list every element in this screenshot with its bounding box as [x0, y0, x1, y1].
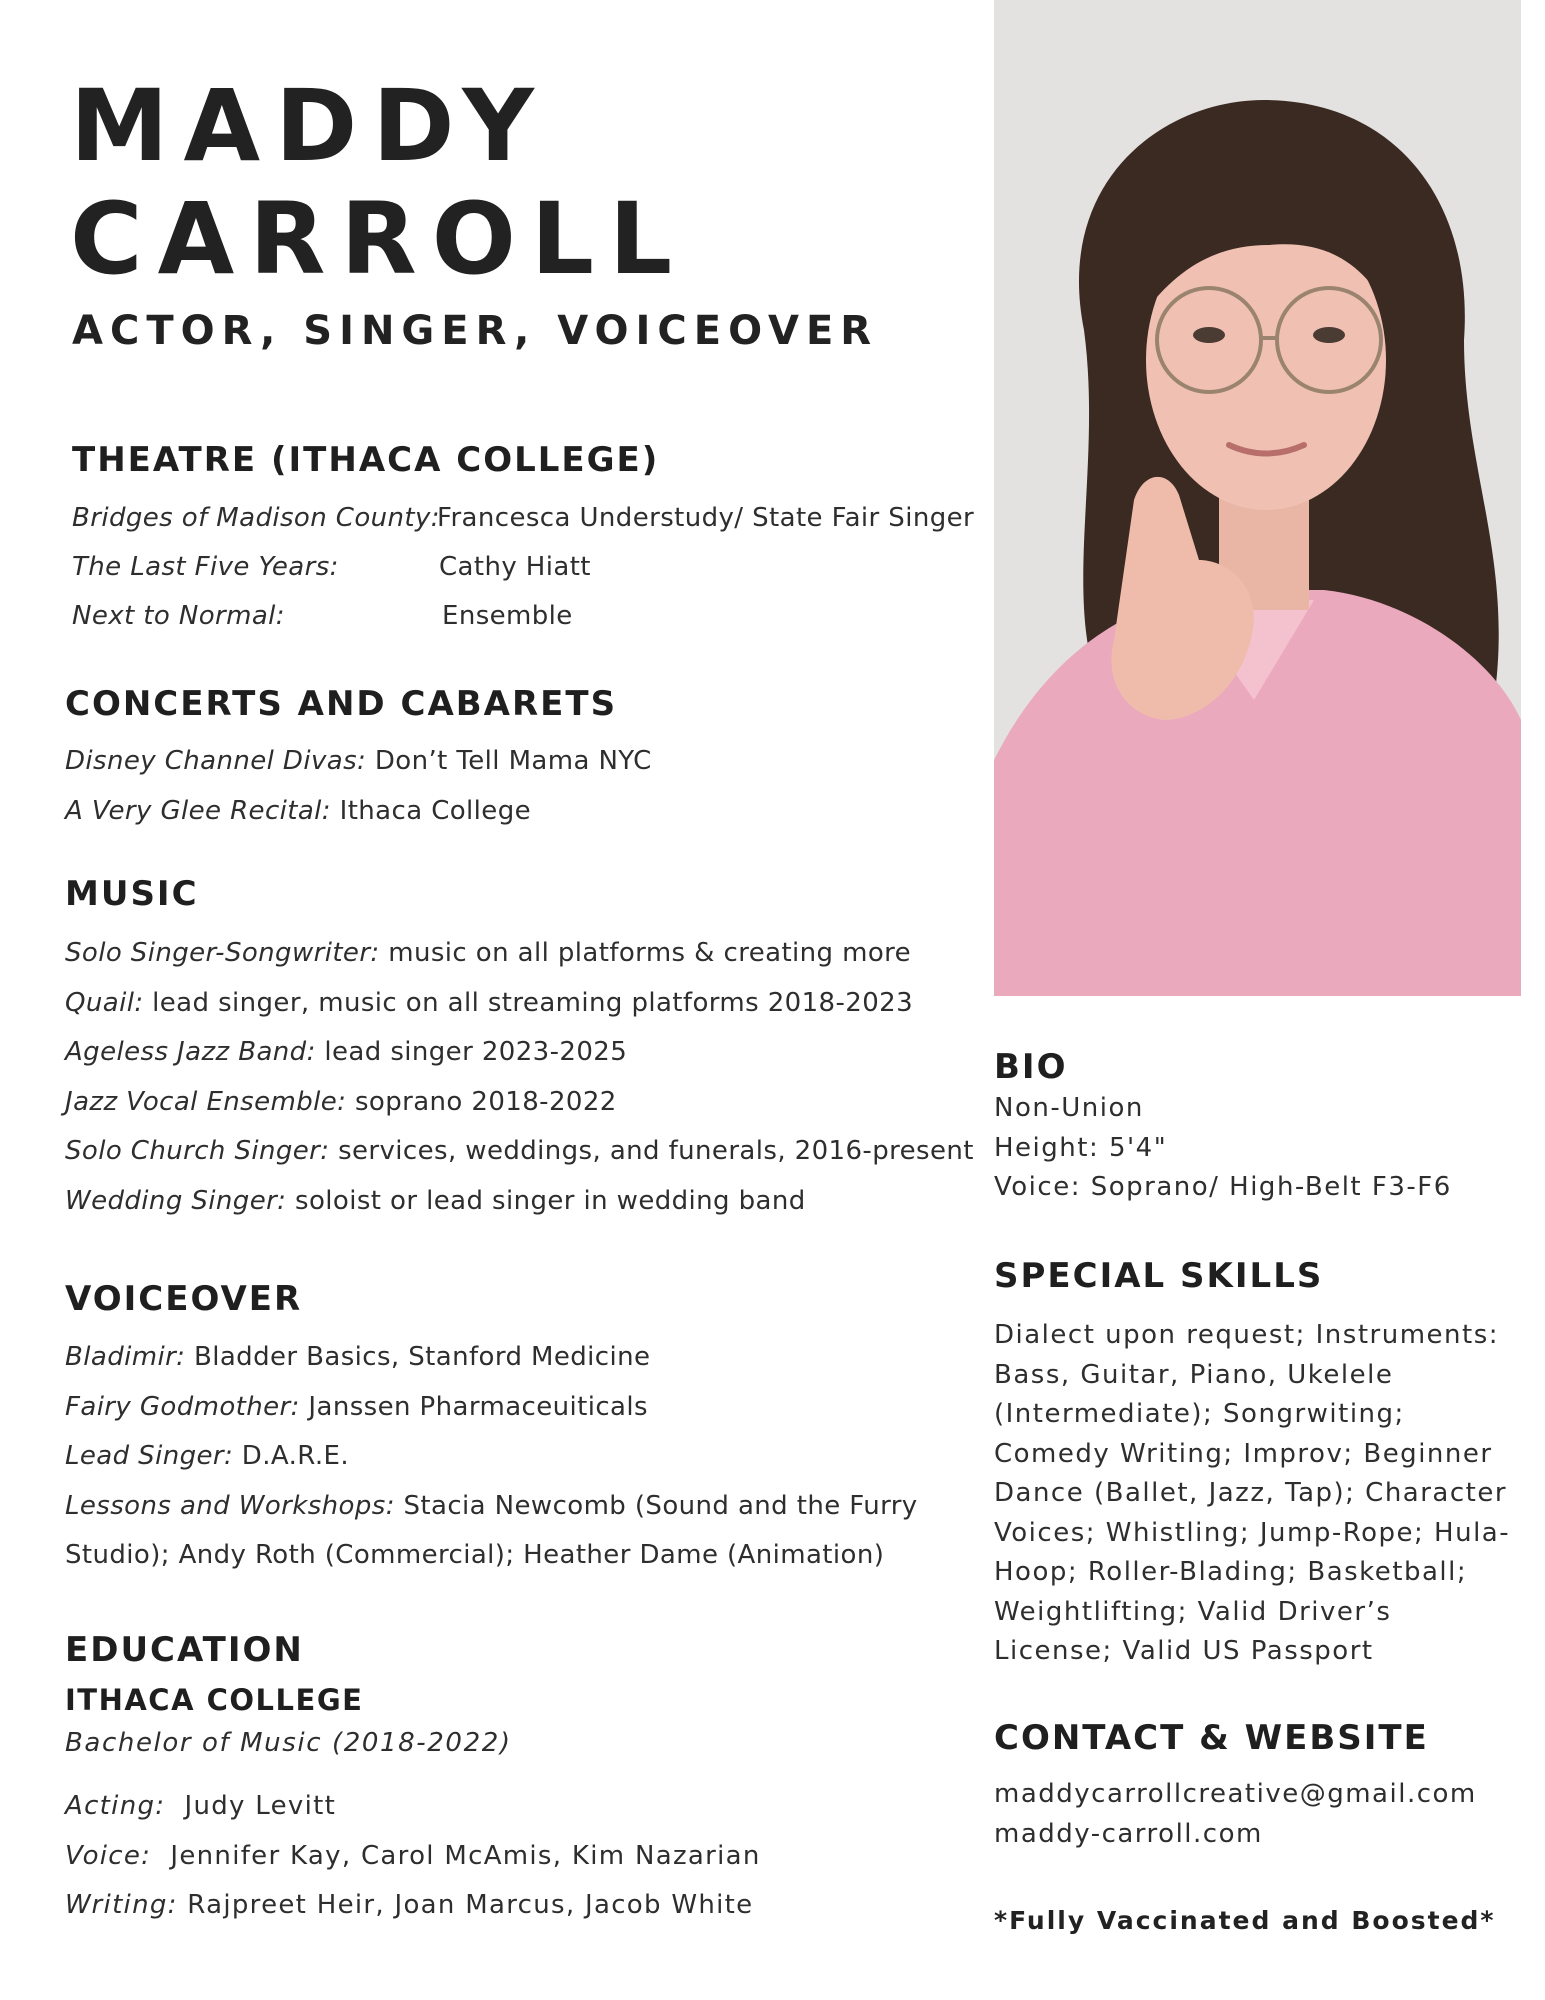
list-item	[65, 1177, 974, 1227]
item-label: Lead Singer:	[65, 1441, 234, 1471]
concerts-list	[65, 737, 652, 836]
school-name: ITHACA COLLEGE	[65, 1683, 364, 1717]
headshot-illustration	[994, 0, 1521, 996]
bio-line: Non-Union	[994, 1093, 1144, 1123]
role: Francesca Understudy/ State Fair Singer	[437, 503, 975, 533]
section-title-voiceover: VOICEOVER	[65, 1279, 303, 1319]
item-label: Lessons and Workshops:	[65, 1490, 395, 1521]
item-label: Quail:	[65, 987, 144, 1018]
item-label: A Very Glee Recital:	[65, 795, 331, 826]
list-item-continuation: Studio); Andy Roth (Commercial); Heather Dame (Animation)	[65, 1540, 885, 1570]
item-detail: Don’t Tell Mama NYC	[366, 746, 652, 776]
contact-list	[994, 1775, 1477, 1854]
show-title: Next to Normal:	[72, 601, 285, 631]
item-label: Jazz Vocal Ensemble:	[65, 1086, 347, 1117]
list-item	[65, 1432, 918, 1482]
list-item	[65, 1383, 918, 1433]
item-detail: lead singer 2023-2025	[315, 1037, 628, 1067]
bio-line: Voice: Soprano/ High-Belt F3-F6	[994, 1172, 1452, 1202]
section-title-contact: CONTACT & WEBSITE	[994, 1718, 1429, 1758]
item-detail: Bladder Basics, Stanford Medicine	[185, 1342, 651, 1372]
list-item	[65, 1333, 918, 1383]
first-name: MADDY	[70, 69, 549, 184]
show-title: Bridges of Madison County:	[72, 503, 440, 533]
headshot-photo	[994, 0, 1521, 996]
music-list	[65, 929, 974, 1226]
bio-list	[994, 1089, 1452, 1208]
item-label: Ageless Jazz Band:	[65, 1037, 316, 1067]
item-detail: music on all platforms & creating more	[379, 938, 912, 968]
item-detail: Ithaca College	[330, 795, 532, 826]
section-title-music: MUSIC	[65, 874, 199, 914]
last-name: CARROLL	[70, 182, 688, 297]
item-detail: Jennifer Kay, Carol McAmis, Kim Nazarian	[151, 1840, 761, 1871]
item-label: Solo Church Singer:	[65, 1136, 339, 1166]
item-detail: Janssen Pharmaceuiticals	[299, 1391, 648, 1422]
bio-line: Height: 5'4"	[994, 1132, 1168, 1163]
item-detail: services, weddings, and funerals, 2016-present	[338, 1136, 974, 1166]
theatre-table	[72, 494, 975, 641]
item-label: Solo Singer-Songwriter:	[65, 938, 380, 968]
theatre-row	[72, 494, 975, 543]
item-detail: soprano 2018-2022	[346, 1086, 617, 1117]
item-detail: soloist or lead singer in wedding band	[295, 1185, 806, 1216]
item-detail: Rajpreet Heir, Joan Marcus, Jacob White	[177, 1890, 754, 1920]
item-label: Voice:	[65, 1840, 152, 1871]
role: Cathy Hiatt	[439, 552, 591, 582]
show-title: The Last Five Years:	[72, 552, 339, 582]
item-label: Fairy Godmother:	[65, 1391, 300, 1422]
section-title-education: EDUCATION	[65, 1630, 304, 1670]
list-item	[65, 1881, 761, 1931]
list-item	[65, 1028, 974, 1078]
list-item	[65, 1078, 974, 1128]
list-item	[65, 1782, 761, 1832]
item-detail: lead singer, music on all streaming platforms 2018-2023	[143, 987, 914, 1018]
item-label: Acting:	[65, 1791, 166, 1821]
section-title-theatre: THEATRE (ITHACA COLLEGE)	[72, 440, 660, 480]
item-detail: Judy Levitt	[165, 1791, 337, 1821]
vaccination-note: *Fully Vaccinated and Boosted*	[994, 1906, 1496, 1935]
item-detail: Stacia Newcomb (Sound and the Furry	[394, 1490, 918, 1521]
item-label: Wedding Singer:	[65, 1185, 296, 1216]
section-title-concerts: CONCERTS AND CABARETS	[65, 684, 618, 724]
item-detail: D.A.R.E.	[233, 1441, 349, 1471]
role: Ensemble	[442, 601, 573, 631]
degree: Bachelor of Music (2018-2022)	[65, 1728, 512, 1758]
list-item	[65, 1482, 918, 1532]
item-label: Bladimir:	[65, 1342, 186, 1372]
list-item	[65, 1832, 761, 1882]
list-item	[65, 737, 652, 787]
section-title-bio: BIO	[994, 1047, 1068, 1087]
section-title-skills: SPECIAL SKILLS	[994, 1256, 1324, 1296]
teachers-list	[65, 1782, 761, 1931]
website-link[interactable]: maddy-carroll.com	[994, 1818, 1263, 1849]
skills-text: Dialect upon request; Instruments: Bass, Guitar, Piano, Ukelele (Intermediate); Songrwiting; Comedy Writing; Improv; Beginner Dance (Ballet, Jazz, Tap); Character Voices; Whistling; Jump-Rope; Hula-Hoop; Roller-Blading; Basketball; Weightlifting; Valid Driver’s License; Valid US Passport	[994, 1320, 1511, 1666]
theatre-row	[72, 592, 573, 641]
name-heading	[70, 70, 687, 296]
list-item	[65, 787, 652, 837]
list-item	[65, 1127, 974, 1177]
item-label: Writing:	[65, 1890, 178, 1920]
item-label: Disney Channel Divas:	[65, 746, 367, 776]
list-item	[65, 929, 974, 979]
email-link[interactable]: maddycarrollcreative@gmail.com	[994, 1779, 1477, 1809]
voiceover-list	[65, 1333, 918, 1581]
subtitle: ACTOR, SINGER, VOICEOVER	[72, 308, 879, 354]
list-item	[65, 979, 974, 1029]
theatre-row	[72, 543, 591, 592]
